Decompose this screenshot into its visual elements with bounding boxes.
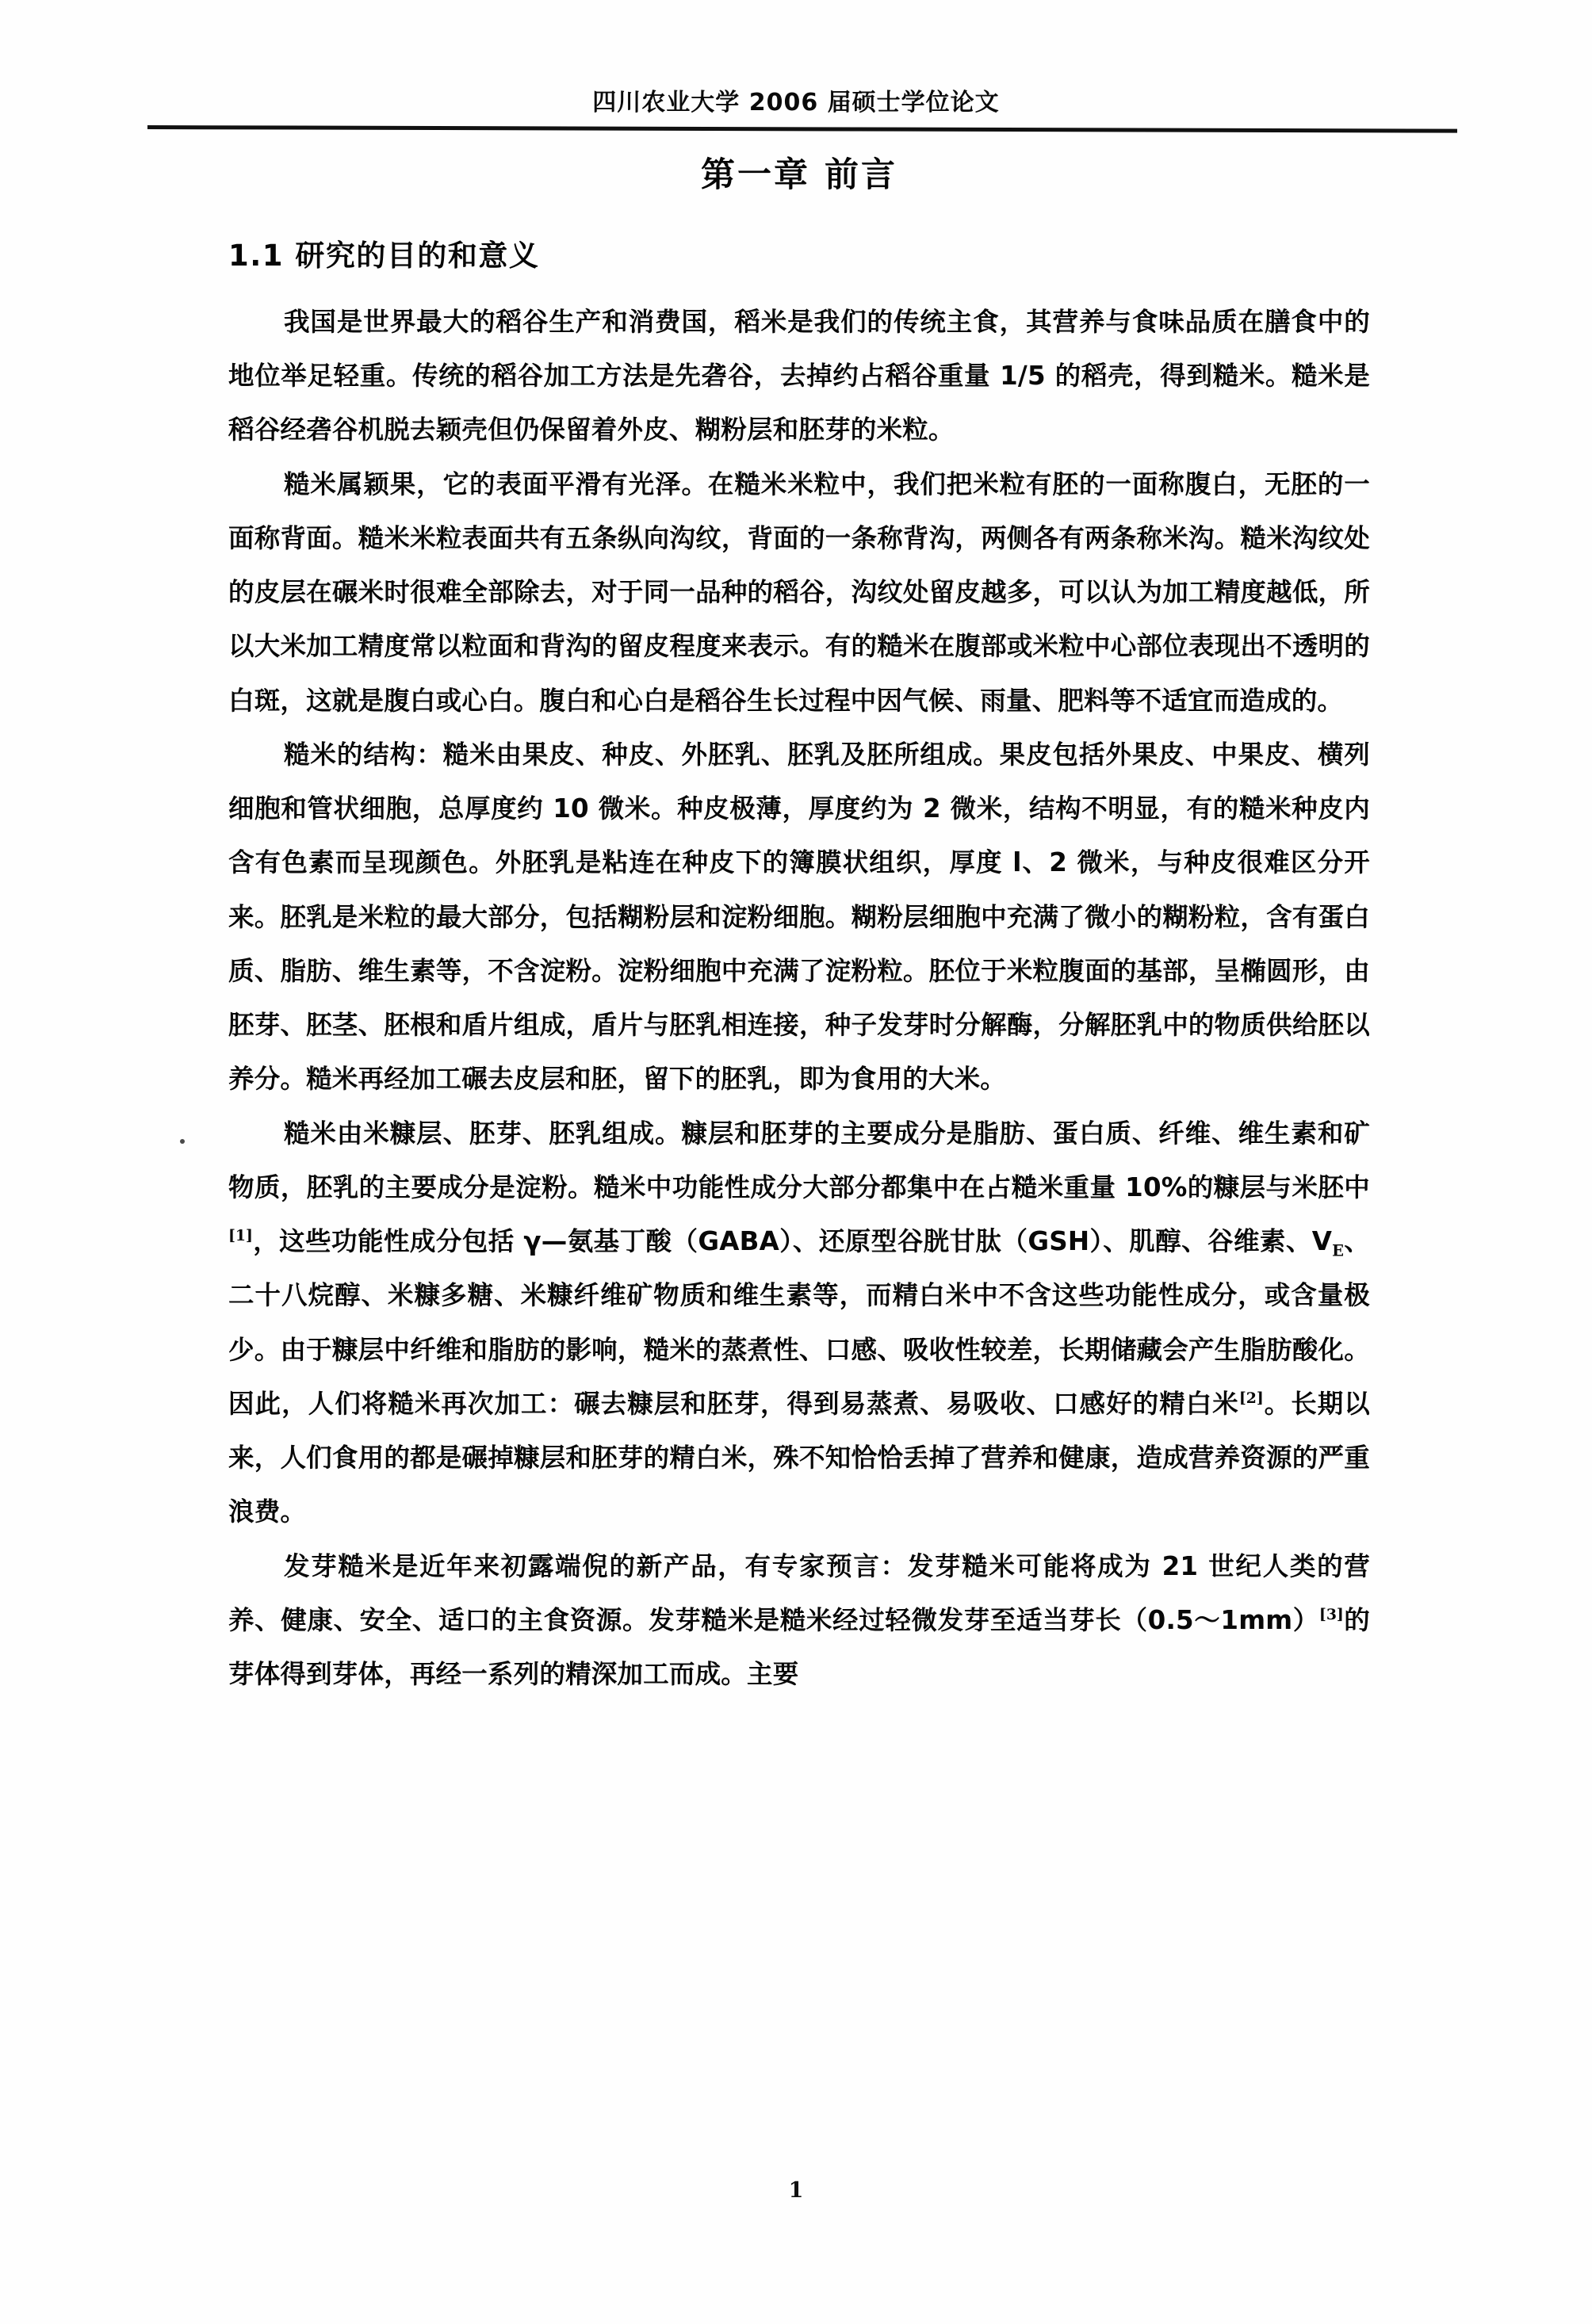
paragraph-4-segment-3: 、二十八烷醇、米糠多糖、米糠纤维矿物质和维生素等，而精白米中不含这些功能性成分，或含量极少。由于糠层中纤维和脂肪的影响，糙米的蒸煮性、口感、吸收性较差，长期储藏会产生脂肪酸化。因此，人们将糙米再次加工：碾去糠层和胚芽，得到易蒸煮、易吸收、口感好的精白米 [228,1226,1370,1419]
page-content-column [228,155,1370,1701]
scan-speck-artifact [180,1139,185,1144]
page-footer [0,2178,1592,2203]
body-paragraph-3: 糙米的结构：糙米由果皮、种皮、外胚乳、胚乳及胚所组成。果皮包括外果皮、中果皮、横列细胞和管状细胞，总厚度约 10 微米。种皮极薄，厚度约为 2 微米，结构不明显，有的糙米种皮内含有色素而呈现颜色。外胚乳是粘连在种皮下的簿膜状组织，厚度 l、2 微米，与种皮很难区分开来。胚乳是米粒的最大部分，包括糊粉层和淀粉细胞。糊粉层细胞中充满了微小的糊粉粒，含有蛋白质、脂肪、维生素等，不含淀粉。淀粉细胞中充满了淀粉粒。胚位于米粒腹面的基部，呈椭圆形，由胚芽、胚茎、胚根和盾片组成，盾片与胚乳相连接，种子发芽时分解酶，分解胚乳中的物质供给胚以养分。糙米再经加工碾去皮层和胚，留下的胚乳，即为食用的大米。 [228,739,1370,1095]
running-header [0,82,1592,117]
header-rule-divider [147,125,1457,133]
citation-reference-1: [1] [228,1227,253,1245]
paragraph-5-segment-1: 发芽糙米是近年来初露端倪的新产品，有专家预言：发芽糙米可能将成为 21 世纪人类的营养、健康、安全、适口的主食资源。发芽糙米是糙米经过轻微发芽至适当芽长（0.5～1mm） [228,1550,1370,1635]
section-heading-1-1: 1.1 研究的目的和意义 [228,238,540,273]
body-paragraph-4 [228,1107,1370,1539]
paragraph-4-segment-4: 。长期以来，人们食用的都是碾掉糠层和胚芽的精白米，殊不知恰恰丢掉了营养和健康，造成营养资源的严重浪费。 [228,1388,1370,1527]
paragraph-4-segment-2: ，这些功能性成分包括 γ—氨基丁酸（GABA）、还原型谷胱甘肽（GSH）、肌醇、谷维素、V [252,1226,1333,1257]
citation-reference-3: [3] [1318,1606,1344,1624]
body-paragraph-2: 糙米属颖果，它的表面平滑有光泽。在糙米米粒中，我们把米粒有胚的一面称腹白，无胚的一面称背面。糙米米粒表面共有五条纵向沟纹，背面的一条称背沟，两侧各有两条称米沟。糙米沟纹处的皮层在碾米时很难全部除去，对于同一品种的稻谷，沟纹处留皮越多，可以认为加工精度越低，所以大米加工精度常以粒面和背沟的留皮程度来表示。有的糙米在腹部或米粒中心部位表现出不透明的白斑，这就是腹白或心白。腹白和心白是稻谷生长过程中因气候、雨量、肥料等不适宜而造成的。 [228,468,1370,716]
body-paragraph-5 [228,1539,1370,1702]
paragraph-4-segment-1: 糙米由米糠层、胚芽、胚乳组成。糠层和胚芽的主要成分是脂肪、蛋白质、纤维、维生素和矿物质，胚乳的主要成分是淀粉。糙米中功能性成分大部分都集中在占糙米重量 10%的糠层与米胚中 [228,1118,1370,1202]
chapter-title: 第一章 前言 [701,155,897,195]
body-paragraph-1: 我国是世界最大的稻谷生产和消费国，稻米是我们的传统主食，其营养与食味品质在膳食中的地位举足轻重。传统的稻谷加工方法是先砻谷，去掉约占稻谷重量 1/5 的稻壳，得到糙米。糙米是稻谷经砻谷机脱去颖壳但仍保留着外皮、糊粉层和胚芽的米粒。 [228,306,1370,445]
page-number: 1 [788,2178,804,2203]
vitamin-e-subscript: E [1332,1241,1345,1260]
paragraph-5-segment-2: 的芽体得到芽体，再经一系列的精深加工而成。主要 [228,1604,1370,1690]
running-header-text: 四川农业大学 2006 届硕士学位论文 [592,89,1000,117]
citation-reference-2: [2] [1238,1389,1264,1408]
